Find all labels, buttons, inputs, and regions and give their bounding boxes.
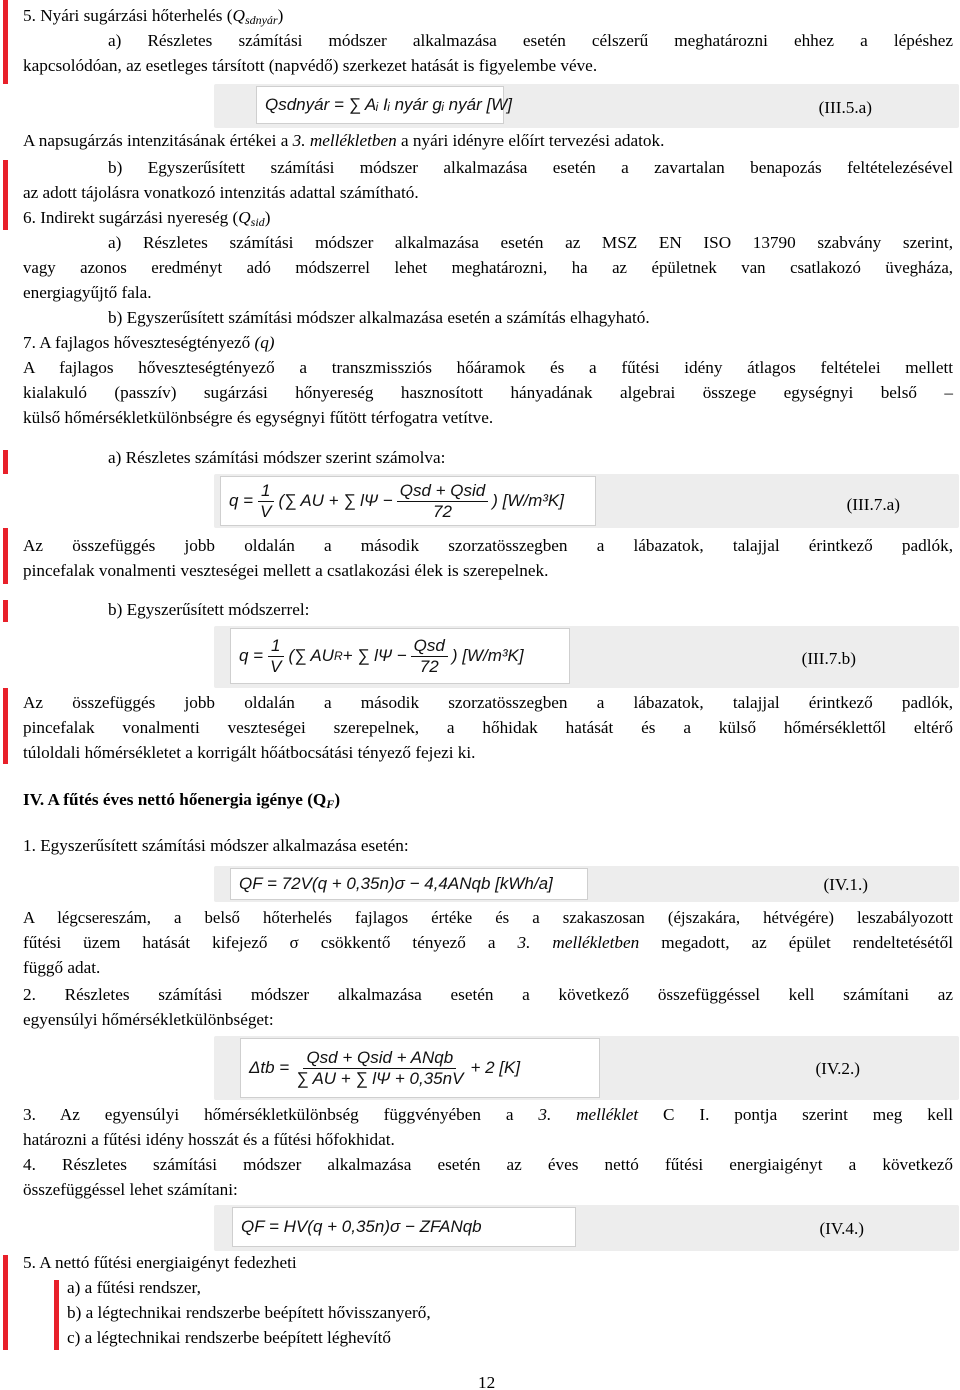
fraction: $\frac{\text{Qsd + Qsid + ANqb}}{\sum AU + \sum l\Psi + 0,35nV}$ (296, 1047, 464, 1088)
margin-change-bar (3, 688, 8, 764)
equation-number: (IV.4.) (819, 1219, 864, 1238)
formula-III-7-b: q = $\frac{1}{V}$ (∑ AU R + ∑ lΨ − $\frac{\text{Qsd}}{72}$ ) [W/m³K] (230, 628, 570, 684)
margin-change-bar (3, 160, 8, 230)
section-5-b-text: b) Egyszerűsített számítási módszer alkalmazása esetén a zavartalan benapozás feltételezésével (108, 158, 953, 177)
equation-number: (IV.2.) (815, 1059, 860, 1078)
section-IV-heading: IV. A fűtés éves nettó hőenergia igénye $(Q_F)$ (23, 790, 341, 811)
formula-III-7-a: q = $\frac{1}{V}$ (∑ AU + ∑ lΨ − $\frac{\text{Qsd + Qsid}}{72}$ ) [W/m³K] (220, 476, 596, 526)
section-7-a-note: Az összefüggés jobb oldalán a második szorzatösszegben a lábazatok, talajjal érintkező padlók, (23, 536, 953, 555)
section-7-a-label: a) Részletes számítási módszer szerint számolva: (108, 448, 446, 467)
fraction: $\frac{1}{V}$ (257, 481, 274, 522)
section-6-a-text: a) Részletes számítási módszer alkalmazása esetén az MSZ EN ISO 13790 szabvány szerint, (108, 233, 953, 252)
section-5-title: 5. Nyári sugárzási hőterhelés $(Q_{sdnyár})$ (23, 6, 284, 27)
list-item: a) a fűtési rendszer, (67, 1278, 201, 1297)
fraction: $\frac{\text{Qsd + Qsid}}{72}$ (397, 481, 489, 522)
formula-IV-1: QF = 72V(q + 0,35n)σ − 4,4ANqb [kWh/a] (230, 868, 588, 900)
equation-number: (III.7.b) (801, 649, 856, 668)
section-6-a-text: vagy azonos eredményt adó módszerrel lehet meghatározni, ha az épületnek van csatlakozó üvegháza, (23, 258, 953, 277)
list-item: b) a légtechnikai rendszerbe beépített hővisszanyerő, (67, 1303, 431, 1322)
section-IV-1-text: 1. Egyszerűsített számítási módszer alkalmazása esetén: (23, 836, 409, 855)
section-5-b-text: az adott tájolásra vonatkozó intenzitás adattal számítható. (23, 183, 419, 202)
formula-III-5-a: Qsdnyár = ∑ Aᵢ Iᵢ nyár gᵢ nyár [W] (256, 86, 504, 124)
equation-number: (III.5.a) (818, 98, 872, 117)
section-IV-2-text: 2. Részletes számítási módszer alkalmazása esetén a következő összefüggéssel kell számítani az (23, 985, 953, 1004)
section-IV-2-text: egyensúlyi hőmérsékletkülönbséget: (23, 1010, 274, 1029)
fraction: $\frac{\text{Qsd}}{72}$ (411, 636, 448, 677)
section-7-b-note: túloldali hőmérsékletet a korrigált hőátbocsátási tényező fejezi ki. (23, 743, 476, 762)
section-7-paragraph: A fajlagos hőveszteségtényező a transzmissziós hőáramok és a fűtési idény átlagos feltételei mellett (23, 358, 953, 377)
page-number: 12 (478, 1373, 496, 1390)
section-IV-4-text: 4. Részletes számítási módszer alkalmazása esetén az éves nettó fűtési energiaigényt a következő (23, 1155, 953, 1174)
equation-number: (IV.1.) (823, 875, 868, 894)
margin-change-bar (3, 600, 8, 622)
section-7-a-note: pincefalak vonalmenti veszteségei mellett a csatlakozási élek is szerepelnek. (23, 561, 549, 580)
section-7-b-note: pincefalak vonalmenti veszteségei szerepelnek, a hőhidak hatását és a külső hőmérséklettől eltérő (23, 718, 953, 737)
section-6-b-text: b) Egyszerűsített számítási módszer alkalmazása esetén a számítás elhagyható. (108, 308, 650, 327)
margin-change-bar (3, 450, 8, 474)
section-IV-3-text: határozni a fűtési idény hosszát és a fűtési hőfokhidat. (23, 1130, 395, 1149)
section-7-paragraph: kialakuló (passzív) sugárzási hőnyereség hasznosított hányadának algebrai összege egységnyi belső – (23, 383, 953, 402)
section-IV-1-note: függő adat. (23, 958, 101, 977)
section-IV-5-text: 5. A nettó fűtési energiaigényt fedezheti (23, 1253, 297, 1272)
formula-IV-4: QF = HV(q + 0,35n)σ − ZFANqb (232, 1207, 576, 1247)
section-IV-4-text: összefüggéssel lehet számítani: (23, 1180, 238, 1199)
list-item: c) a légtechnikai rendszerbe beépített léghevítő (67, 1328, 392, 1347)
section-7-b-note: Az összefüggés jobb oldalán a második szorzatösszegben a lábazatok, talajjal érintkező padlók, (23, 693, 953, 712)
formula-IV-2: Δtb = $\frac{\text{Qsd + Qsid + ANqb}}{\sum AU + \sum l\Psi + 0,35nV}$ + 2 [K] (240, 1038, 600, 1098)
fraction: $\frac{1}{V}$ (267, 636, 284, 677)
section-IV-1-note: A légcsereszám, a belső hőterhelés fajlagos értéke és a szakaszosan (éjszakára, hétvégére) leszabályozott (23, 908, 953, 927)
section-7-b-label: b) Egyszerűsített módszerrel: (108, 600, 310, 619)
section-IV-1-note: fűtési üzem hatását kifejező σ csökkentő tényező a 3. mellékletben megadott, az épület rendeltetésétől (23, 933, 953, 952)
section-6-title: 6. Indirekt sugárzási nyereség $(Q_{sid})$ (23, 208, 271, 229)
section-5-a-text: a) Részletes számítási módszer alkalmazása esetén célszerű meghatározni ehhez a lépéshez (108, 31, 953, 50)
section-6-a-text: energiagyűjtő fala. (23, 283, 152, 302)
equation-number: (III.7.a) (846, 495, 900, 514)
margin-change-bar (3, 1255, 8, 1350)
section-7-paragraph: külső hőmérsékletkülönbségre és egységnyi fűtött térfogatra vetítve. (23, 408, 494, 427)
margin-change-bar (3, 528, 8, 584)
section-7-title: 7. A fajlagos hőveszteségtényező (q) (23, 333, 275, 352)
section-5-intensity-text: A napsugárzás intenzitásának értékei a 3. mellékletben a nyári idényre előírt tervezési adatok. (23, 131, 665, 150)
section-IV-3-text: 3. Az egyensúlyi hőmérsékletkülönbség függvényében a 3. melléklet C I. pontja szerint meg kell (23, 1105, 954, 1124)
margin-change-bar (54, 1280, 59, 1350)
margin-change-bar (3, 0, 8, 84)
section-5-a-text: kapcsolódóan, az esetleges társított (napvédő) szerkezet hatását is figyelembe véve. (23, 56, 598, 75)
